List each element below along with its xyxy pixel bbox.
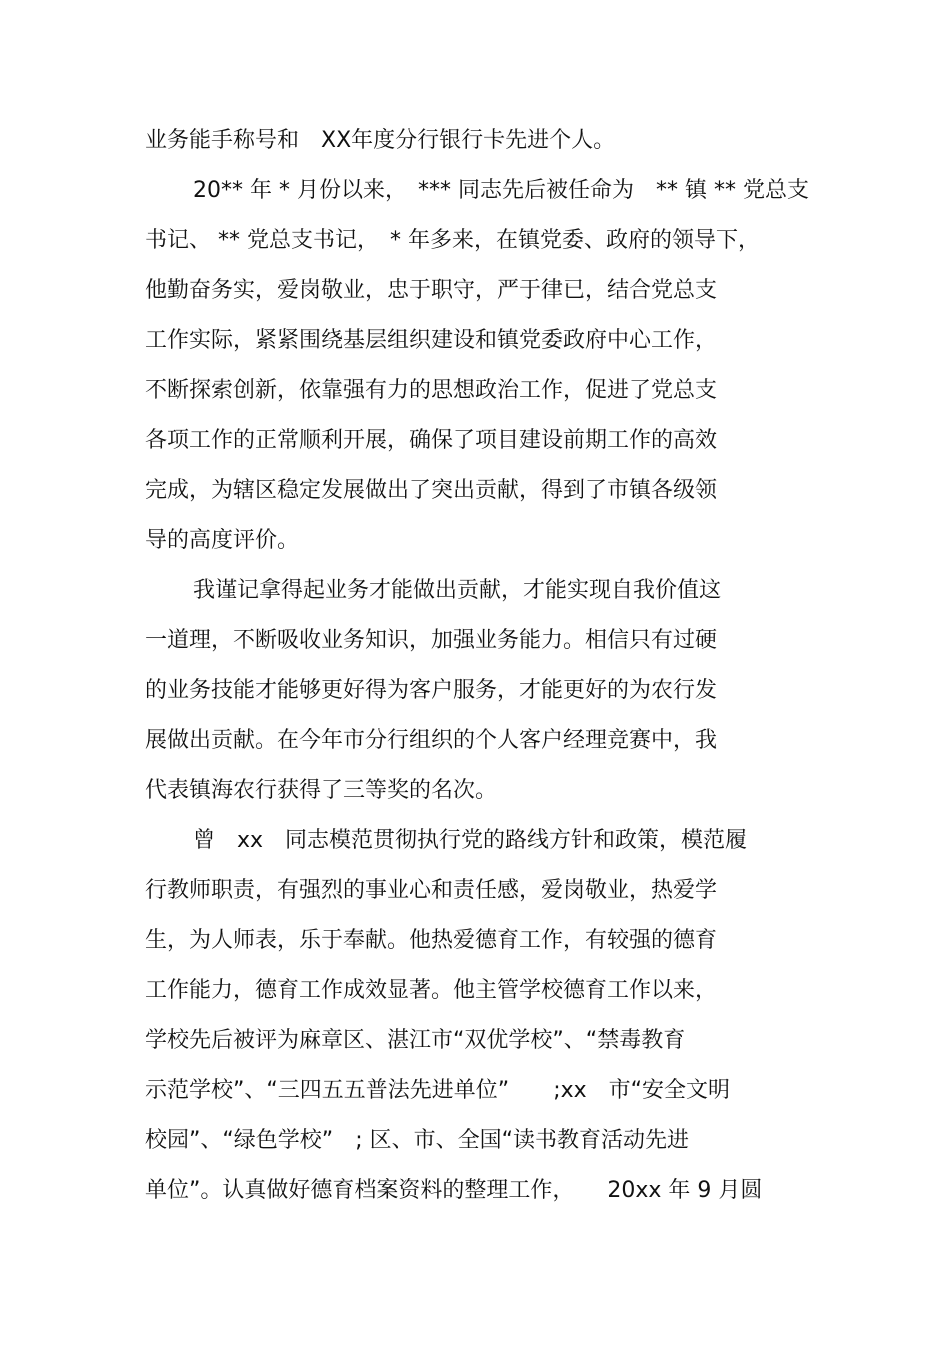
text-line: 展做出贡献。在今年市分行组织的个人客户经理竞赛中，我 [145, 728, 718, 753]
text-line: 生，为人师表，乐于奉献。他热爱德育工作，有较强的德育 [145, 928, 718, 953]
text-line: 工作实际，紧紧围绕基层组织建设和镇党委政府中心工作， [145, 328, 718, 353]
text-line: 完成，为辖区稳定发展做出了突出贡献，得到了市镇各级领 [145, 478, 718, 503]
text-line: 的业务技能才能够更好得为客户服务，才能更好的为农行发 [145, 678, 718, 703]
text-line: 单位”。认真做好德育档案资料的整理工作， 20xx 年 9 月圆 [145, 1178, 763, 1203]
paragraph-start-line: 20** 年 * 月份以来， *** 同志先后被任命为 ** 镇 ** 党总支 [193, 178, 809, 203]
text-line: 他勤奋务实，爱岗敬业，忠于职守，严于律已，结合党总支 [145, 278, 718, 303]
text-line: 校园”、“绿色学校” ; 区、市、全国“读书教育活动先进 [145, 1128, 689, 1153]
text-line: 导的高度评价。 [145, 528, 300, 553]
text-line: 示范学校”、“三四五五普法先进单位” ;xx 市“安全文明 [145, 1078, 731, 1103]
text-line: 业务能手称号和 XX年度分行银行卡先进个人。 [145, 128, 616, 153]
text-line: 工作能力，德育工作成效显著。他主管学校德育工作以来， [145, 978, 718, 1003]
text-line: 学校先后被评为麻章区、湛江市“双优学校”、“禁毒教育 [145, 1028, 686, 1053]
text-line: 不断探索创新，依靠强有力的思想政治工作，促进了党总支 [145, 378, 718, 403]
text-line: 行教师职责，有强烈的事业心和责任感，爱岗敬业，热爱学 [145, 878, 718, 903]
text-line: 一道理，不断吸收业务知识，加强业务能力。相信只有过硬 [145, 628, 718, 653]
text-line: 代表镇海农行获得了三等奖的名次。 [145, 778, 498, 803]
text-line: 书记、 ** 党总支书记， * 年多来，在镇党委、政府的领导下， [145, 228, 760, 253]
paragraph-start-line: 我谨记拿得起业务才能做出贡献，才能实现自我价值这 [193, 578, 722, 603]
paragraph-start-line: 曾 xx 同志模范贯彻执行党的路线方针和政策，模范履 [193, 828, 748, 853]
text-line: 各项工作的正常顺利开展，确保了项目建设前期工作的高效 [145, 428, 718, 453]
